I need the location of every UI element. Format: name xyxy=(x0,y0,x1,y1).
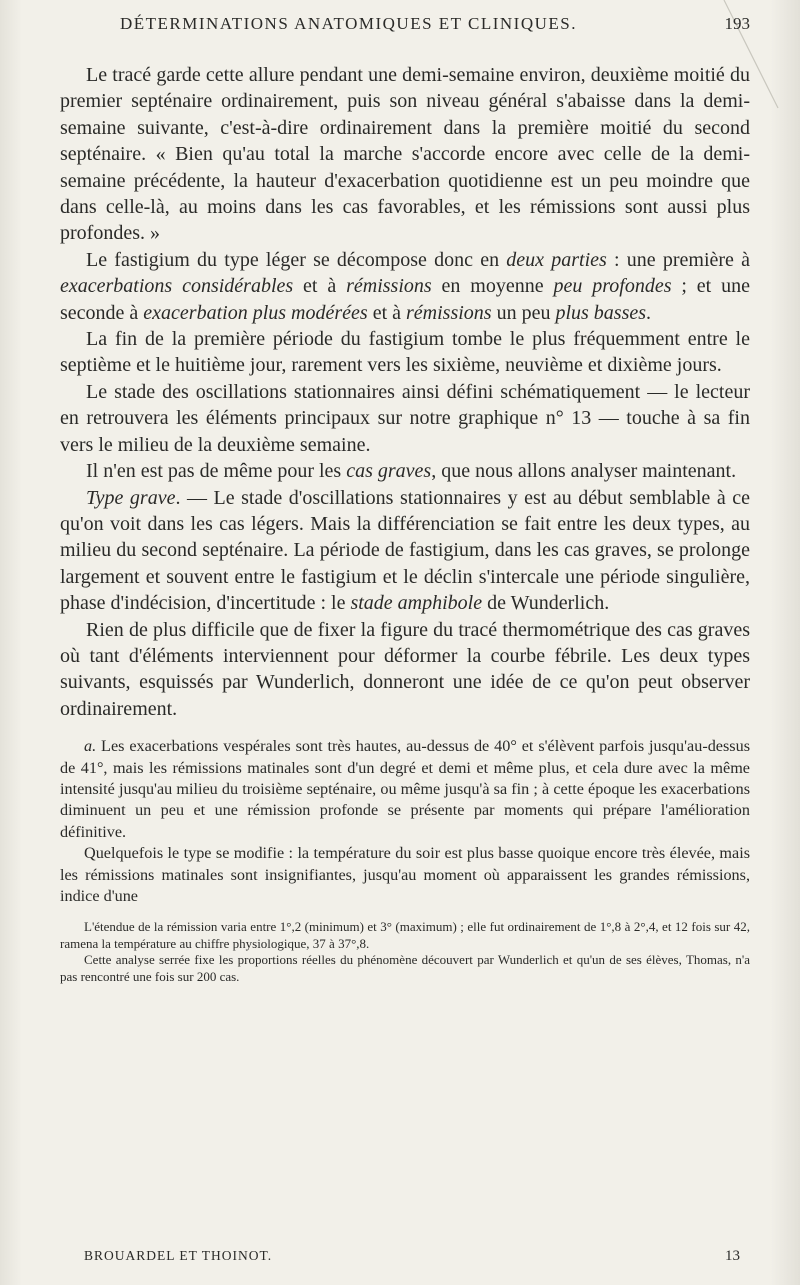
item-letter: a. xyxy=(84,737,97,756)
page-footer xyxy=(60,1248,750,1270)
page-edge-shadow-left xyxy=(0,0,22,1285)
text-run: et à xyxy=(367,301,406,324)
footnote-2: Cette analyse serrée fixe les proportions réelles du phénomène découvert par Wunderlich et qu'un de ses élèves, Thomas, n'a pas rencontré une fois sur 200 cas. xyxy=(60,952,750,984)
paragraph-7: Rien de plus difficile que de fixer la figure du tracé thermométrique des cas graves où tant d'éléments interviennent pour déformer la courbe fébrile. Les deux types suivants, esquissés par Wunderlich, donneront une idée de ce qu'on peut observer ordinairement. xyxy=(60,618,750,720)
text-run: ; et une seconde à xyxy=(60,275,750,324)
text-run: un peu xyxy=(491,301,556,324)
text-run: de Wunderlich. xyxy=(482,592,610,615)
text-run: et à xyxy=(293,275,347,298)
italic-run: exacerbation plus modérées xyxy=(143,301,368,324)
text-run: : une première à xyxy=(606,248,751,271)
italic-run: plus basses xyxy=(555,301,647,324)
paragraph-4: Le stade des oscillations stationnaires ainsi défini schématiquement — le lecteur en retrouvera les éléments principaux sur notre graphique n° 13 — touche à sa fin vers le milieu de la deuxième semaine. xyxy=(60,380,750,456)
paragraph-2 xyxy=(60,247,750,326)
footer-authors: BROUARDEL ET THOINOT. xyxy=(84,1248,273,1263)
text-run: en moyenne xyxy=(431,275,554,298)
running-header xyxy=(60,14,750,44)
page-edge-shadow-right xyxy=(770,0,800,1285)
section-heading-type-grave: Type grave xyxy=(86,486,176,509)
running-title: DÉTERMINATIONS ANATOMIQUES ET CLINIQUES. xyxy=(120,14,577,33)
text-run: Il n'en est pas de même pour les xyxy=(86,460,347,483)
page-number: 193 xyxy=(724,14,750,33)
page-body xyxy=(60,62,750,985)
footnote-1: L'étendue de la rémission varia entre 1°,2 (minimum) et 3° (maximum) ; elle fut ordinairement de 1°,8 à 2°,4, et 12 fois sur 42, ramena la température au chiffre physiologique, 37 à 37°,8. xyxy=(60,919,750,951)
text-run: . xyxy=(646,301,652,324)
signature-mark: 13 xyxy=(725,1248,740,1264)
small-paragraph-b: Quelquefois le type se modifie : la température du soir est plus basse quoique encore très élevée, mais les rémissions matinales sont insignifiantes, jusqu'au moment où apparaissent les grandes rémissions, indice d'une xyxy=(60,844,750,905)
small-paragraph-a xyxy=(60,736,750,843)
text-run: Les exacerbations vespérales sont très hautes, au-dessus de 40° et s'élèvent parfois jusqu'au-dessus de 41°, mais les rémissions matinales sont d'un degré et demi et même plus, et cela dure avec la même intensité jusqu'au milieu du troisième septénaire, ou même jusqu'à sa fin ; à cette époque les exacerbations diminuent un peu et une rémission profonde se présente par moments qui prépare l'amélioration définitive. xyxy=(60,737,750,841)
text-run: Le fastigium du type léger se décompose donc en xyxy=(86,248,507,271)
italic-run: deux parties xyxy=(506,248,607,271)
paragraph-5 xyxy=(60,458,750,484)
paragraph-6 xyxy=(60,485,750,617)
paragraph-1: Le tracé garde cette allure pendant une demi-semaine environ, deuxième moitié du premier septénaire ordinairement, puis son niveau général s'abaisse dans la demi-semaine suivante, c'est-à-dire ordinairement dans la première moitié du second septénaire. « Bien qu'au total la marche s'accorde encore avec celle de la demi-semaine précédente, la hauteur d'exacerbation quotidienne est un peu moindre que dans celle-là, au moins dans les cas favorables, et les rémissions sont aussi plus profondes. » xyxy=(60,64,750,245)
italic-run: stade amphibole xyxy=(350,592,483,615)
text-run: , que nous allons analyser maintenant. xyxy=(431,460,737,483)
italic-run: rémissions xyxy=(346,275,432,298)
italic-run: rémissions xyxy=(406,301,492,324)
text-run: . — Le stade d'oscillations stationnaires y est au début semblable à ce qu'on voit dans les cas légers. Mais la différenciation se fait entre les deux types, au milieu du second septénaire. La période de fastigium, dans les cas graves, se prolonge largement et souvent entre le fastigium et le déclin s'intercale une période singulière, phase d'indécision, d'incertitude : le xyxy=(60,486,750,615)
italic-run: peu profondes xyxy=(553,275,672,298)
italic-run: exacerbations considérables xyxy=(60,275,294,298)
italic-run: cas graves xyxy=(346,460,432,483)
paragraph-3: La fin de la première période du fastigium tombe le plus fréquemment entre le septième et le huitième jour, rarement vers les sixième, neuvième et dixième jours. xyxy=(60,328,750,377)
